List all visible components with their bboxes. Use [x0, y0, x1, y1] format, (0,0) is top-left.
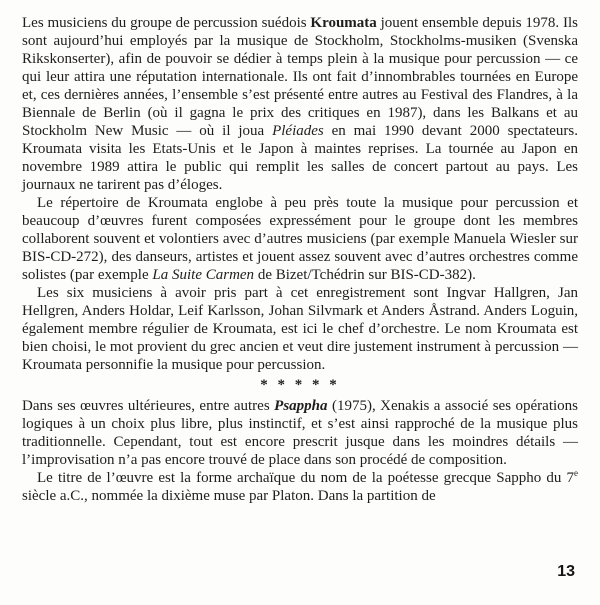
text-run: Pléiades — [272, 123, 324, 139]
text-run: La Suite Carmen — [152, 267, 255, 283]
text-block — [22, 14, 578, 505]
text-run: Kroumata — [310, 15, 377, 31]
text-run: siècle a.C., nommée la dixième muse par Platon. Dans la partition de — [22, 488, 436, 504]
text-run: Les musiciens du groupe de percussion suédois — [22, 15, 311, 31]
text-run: Le répertoire de Kroumata englobe à peu près toute la musique pour percussion et beaucoup d’œuvres furent composées expressément pour le groupe dont les membres collaborent souvent et volontiers avec d’autres musiciens (par exemple Manuela Wiesler sur BIS-CD-272), des danseurs, artistes et jouent assez souvent avec d’autres orchestres comme solistes (par exemple — [22, 195, 578, 283]
paragraph — [22, 284, 578, 374]
text-run: Les six musiciens à avoir pris part à cet enregistrement sont Ingvar Hallgren, Jan Hellgren, Anders Holdar, Leif Karlsson, Johan Silvmark et Anders Åstrand. Anders Loguin, également membre régulier de Kroumata, est ici le chef d’orchestre. Le nom Kroumata est bien choisi, le mot provient du grec ancien et veut dire justement instrument à percussion — Kroumata personnifie la musique pour percussion. — [22, 285, 578, 373]
paragraph — [22, 397, 578, 469]
text-run: Dans ses œuvres ultérieures, entre autres — [22, 398, 275, 414]
text-run: e — [574, 468, 578, 478]
text-run: de Bizet/Tchédrin sur BIS-CD-382). — [254, 267, 476, 283]
section-separator: * * * * * — [260, 377, 340, 393]
text-run: (1975), Xenakis a associé ses opérations logiques à un choix plus libre, plus instinctif, et s’est ainsi rapproché de la musique plus traditionnelle. Cependant, tout est encore prescrit jusque dans les moindres détails — l’improvisation n’a pas encore trouvé de place dans son procédé de composition. — [22, 398, 578, 468]
page-number: 13 — [557, 563, 575, 580]
text-run: jouent ensemble depuis 1978. Ils sont aujourd’hui employés par la musique de Stockholm, Stockholms-musiken (Svenska Rikskonserter), afin de pouvoir se dédier à temps plein à la musique pour percussion — ce qui leur attira une réputation internationale. Ils ont fait d’innombrables tournées en Europe et, ces dernières années, l’ensemble s’est présenté entre autres au Festival des Flandres, à la Biennale de Berlin (où il gagna le prix des critiques en 1987), dans les Balkans et au Stockholm New Music — où il joua — [22, 15, 578, 139]
paragraph — [22, 469, 578, 505]
text-run: en mai 1990 devant 2000 spectateurs. Kroumata visita les Etats-Unis et le Japon à maintes reprises. La tournée au Japon en novembre 1989 attira le public qui remplit les salles de concert partout au pays. Les journaux ne tarirent pas d’éloges. — [22, 123, 578, 193]
paragraph — [22, 14, 578, 194]
text-run: Psappha — [274, 398, 328, 414]
paragraph — [22, 194, 578, 284]
text-run: Le titre de l’œuvre est la forme archaïque du nom de la poétesse grecque Sappho du 7 — [37, 470, 574, 486]
